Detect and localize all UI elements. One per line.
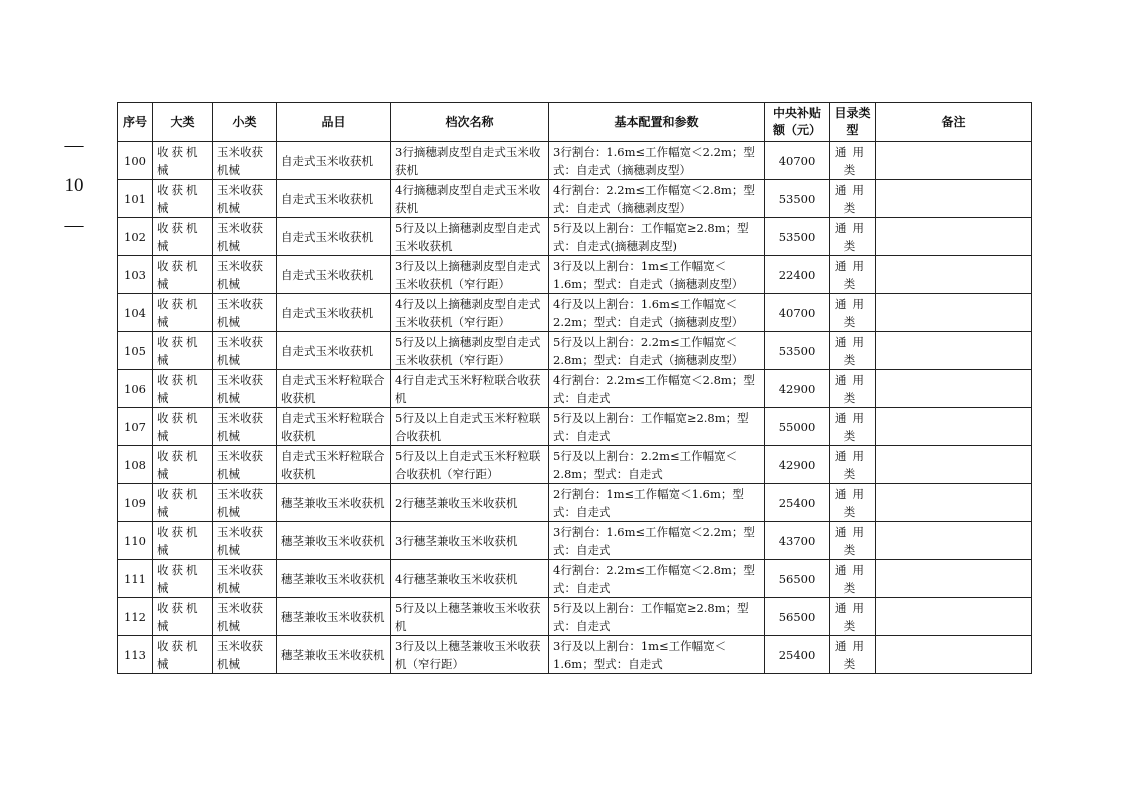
page-number-dash-top: —: [64, 135, 84, 156]
cell-remark: [876, 370, 1032, 408]
cell-item: 自走式玉米收获机: [277, 218, 391, 256]
cell-directory-type: 通用类: [830, 256, 876, 294]
cell-category: 收获机械: [153, 560, 213, 598]
table-row: [118, 408, 1032, 446]
cell-subsidy: 53500: [765, 218, 830, 256]
page-number-value: 10: [64, 175, 84, 196]
cell-config-params: 2行割台：1m≤工作幅宽＜1.6m；型式：自走式: [549, 484, 765, 522]
cell-serial-no: 109: [118, 484, 153, 522]
table-row: [118, 484, 1032, 522]
cell-directory-type: 通用类: [830, 446, 876, 484]
table-row: [118, 446, 1032, 484]
cell-subsidy: 42900: [765, 446, 830, 484]
cell-item: 穗茎兼收玉米收获机: [277, 484, 391, 522]
cell-subsidy: 40700: [765, 142, 830, 180]
cell-grade-name: 3行及以上穗茎兼收玉米收获机（窄行距）: [391, 636, 549, 674]
cell-config-params: 3行割台：1.6m≤工作幅宽＜2.2m；型式：自走式: [549, 522, 765, 560]
table-row: [118, 294, 1032, 332]
cell-config-params: 5行及以上割台：2.2m≤工作幅宽＜2.8m；型式：自走式: [549, 446, 765, 484]
cell-category: 收获机械: [153, 636, 213, 674]
cell-subsidy: 40700: [765, 294, 830, 332]
cell-subsidy: 25400: [765, 484, 830, 522]
cell-category: 收获机械: [153, 142, 213, 180]
header-remark: 备注: [876, 103, 1032, 142]
cell-grade-name: 3行穗茎兼收玉米收获机: [391, 522, 549, 560]
cell-serial-no: 112: [118, 598, 153, 636]
table-row: [118, 256, 1032, 294]
cell-config-params: 4行及以上割台：1.6m≤工作幅宽＜2.2m；型式：自走式（摘穗剥皮型）: [549, 294, 765, 332]
cell-subsidy: 43700: [765, 522, 830, 560]
subsidy-catalog-table: [117, 102, 1032, 674]
cell-subsidy: 53500: [765, 180, 830, 218]
cell-grade-name: 4行自走式玉米籽粒联合收获机: [391, 370, 549, 408]
table-row: [118, 560, 1032, 598]
cell-item: 穗茎兼收玉米收获机: [277, 598, 391, 636]
cell-remark: [876, 218, 1032, 256]
cell-directory-type: 通用类: [830, 522, 876, 560]
cell-subsidy: 56500: [765, 560, 830, 598]
cell-subcategory: 玉米收获机械: [213, 636, 277, 674]
cell-remark: [876, 522, 1032, 560]
cell-grade-name: 3行及以上摘穗剥皮型自走式玉米收获机（窄行距）: [391, 256, 549, 294]
cell-remark: [876, 484, 1032, 522]
cell-serial-no: 108: [118, 446, 153, 484]
cell-subcategory: 玉米收获机械: [213, 522, 277, 560]
cell-remark: [876, 180, 1032, 218]
cell-directory-type: 通用类: [830, 332, 876, 370]
cell-grade-name: 4行摘穗剥皮型自走式玉米收获机: [391, 180, 549, 218]
cell-subcategory: 玉米收获机械: [213, 408, 277, 446]
cell-subsidy: 42900: [765, 370, 830, 408]
table-row: [118, 180, 1032, 218]
cell-remark: [876, 294, 1032, 332]
cell-directory-type: 通用类: [830, 142, 876, 180]
cell-item: 自走式玉米收获机: [277, 180, 391, 218]
cell-category: 收获机械: [153, 408, 213, 446]
header-row: [118, 103, 1032, 142]
cell-grade-name: 4行及以上摘穗剥皮型自走式玉米收获机（窄行距）: [391, 294, 549, 332]
table-body: [118, 142, 1032, 674]
cell-subcategory: 玉米收获机械: [213, 294, 277, 332]
cell-directory-type: 通用类: [830, 370, 876, 408]
cell-item: 自走式玉米收获机: [277, 256, 391, 294]
cell-directory-type: 通用类: [830, 598, 876, 636]
cell-subcategory: 玉米收获机械: [213, 218, 277, 256]
cell-grade-name: 3行摘穗剥皮型自走式玉米收获机: [391, 142, 549, 180]
cell-category: 收获机械: [153, 522, 213, 560]
cell-subsidy: 22400: [765, 256, 830, 294]
page-number: [52, 126, 96, 246]
table-row: [118, 598, 1032, 636]
cell-subcategory: 玉米收获机械: [213, 370, 277, 408]
cell-category: 收获机械: [153, 446, 213, 484]
cell-directory-type: 通用类: [830, 294, 876, 332]
cell-item: 自走式玉米收获机: [277, 142, 391, 180]
cell-config-params: 5行及以上割台：工作幅宽≥2.8m；型式：自走式: [549, 408, 765, 446]
cell-grade-name: 5行及以上摘穗剥皮型自走式玉米收获机（窄行距）: [391, 332, 549, 370]
cell-config-params: 3行割台：1.6m≤工作幅宽＜2.2m；型式：自走式（摘穗剥皮型）: [549, 142, 765, 180]
cell-item: 穗茎兼收玉米收获机: [277, 560, 391, 598]
cell-category: 收获机械: [153, 218, 213, 256]
cell-serial-no: 106: [118, 370, 153, 408]
cell-remark: [876, 446, 1032, 484]
cell-subcategory: 玉米收获机械: [213, 484, 277, 522]
cell-remark: [876, 332, 1032, 370]
cell-item: 自走式玉米籽粒联合收获机: [277, 408, 391, 446]
cell-serial-no: 104: [118, 294, 153, 332]
table-header: [118, 103, 1032, 142]
cell-remark: [876, 408, 1032, 446]
cell-config-params: 5行及以上割台：2.2m≤工作幅宽＜2.8m；型式：自走式（摘穗剥皮型）: [549, 332, 765, 370]
cell-config-params: 5行及以上割台：工作幅宽≥2.8m；型式：自走式: [549, 598, 765, 636]
header-category: 大类: [153, 103, 213, 142]
cell-category: 收获机械: [153, 332, 213, 370]
cell-subcategory: 玉米收获机械: [213, 598, 277, 636]
header-subsidy: 中央补贴额（元）: [765, 103, 830, 142]
cell-remark: [876, 560, 1032, 598]
cell-subsidy: 25400: [765, 636, 830, 674]
cell-subcategory: 玉米收获机械: [213, 256, 277, 294]
table-row: [118, 522, 1032, 560]
cell-grade-name: 5行及以上摘穗剥皮型自走式玉米收获机: [391, 218, 549, 256]
cell-item: 穗茎兼收玉米收获机: [277, 522, 391, 560]
cell-directory-type: 通用类: [830, 636, 876, 674]
cell-directory-type: 通用类: [830, 560, 876, 598]
cell-directory-type: 通用类: [830, 218, 876, 256]
table-row: [118, 370, 1032, 408]
cell-remark: [876, 256, 1032, 294]
cell-directory-type: 通用类: [830, 484, 876, 522]
cell-remark: [876, 142, 1032, 180]
cell-directory-type: 通用类: [830, 408, 876, 446]
cell-grade-name: 5行及以上自走式玉米籽粒联合收获机: [391, 408, 549, 446]
cell-subcategory: 玉米收获机械: [213, 332, 277, 370]
cell-grade-name: 2行穗茎兼收玉米收获机: [391, 484, 549, 522]
cell-remark: [876, 598, 1032, 636]
cell-serial-no: 102: [118, 218, 153, 256]
header-grade-name: 档次名称: [391, 103, 549, 142]
cell-subcategory: 玉米收获机械: [213, 142, 277, 180]
cell-config-params: 4行割台：2.2m≤工作幅宽＜2.8m；型式：自走式: [549, 560, 765, 598]
cell-serial-no: 113: [118, 636, 153, 674]
header-config-params: 基本配置和参数: [549, 103, 765, 142]
table-row: [118, 218, 1032, 256]
header-serial-no: 序号: [118, 103, 153, 142]
cell-serial-no: 101: [118, 180, 153, 218]
cell-config-params: 3行及以上割台：1m≤工作幅宽＜1.6m；型式：自走式（摘穗剥皮型）: [549, 256, 765, 294]
cell-category: 收获机械: [153, 256, 213, 294]
cell-subsidy: 53500: [765, 332, 830, 370]
cell-subcategory: 玉米收获机械: [213, 446, 277, 484]
cell-category: 收获机械: [153, 370, 213, 408]
cell-item: 穗茎兼收玉米收获机: [277, 636, 391, 674]
cell-category: 收获机械: [153, 598, 213, 636]
cell-config-params: 5行及以上割台：工作幅宽≥2.8m；型式：自走式(摘穗剥皮型): [549, 218, 765, 256]
table-row: [118, 142, 1032, 180]
header-subcategory: 小类: [213, 103, 277, 142]
cell-subcategory: 玉米收获机械: [213, 560, 277, 598]
cell-item: 自走式玉米收获机: [277, 332, 391, 370]
cell-remark: [876, 636, 1032, 674]
cell-subsidy: 56500: [765, 598, 830, 636]
cell-subcategory: 玉米收获机械: [213, 180, 277, 218]
cell-item: 自走式玉米收获机: [277, 294, 391, 332]
header-directory-type: 目录类型: [830, 103, 876, 142]
cell-category: 收获机械: [153, 484, 213, 522]
cell-config-params: 4行割台：2.2m≤工作幅宽＜2.8m；型式：自走式（摘穗剥皮型）: [549, 180, 765, 218]
cell-item: 自走式玉米籽粒联合收获机: [277, 446, 391, 484]
cell-serial-no: 105: [118, 332, 153, 370]
cell-serial-no: 103: [118, 256, 153, 294]
cell-grade-name: 5行及以上穗茎兼收玉米收获机: [391, 598, 549, 636]
cell-directory-type: 通用类: [830, 180, 876, 218]
cell-grade-name: 5行及以上自走式玉米籽粒联合收获机（窄行距）: [391, 446, 549, 484]
cell-category: 收获机械: [153, 180, 213, 218]
cell-config-params: 4行割台：2.2m≤工作幅宽＜2.8m；型式：自走式: [549, 370, 765, 408]
cell-config-params: 3行及以上割台：1m≤工作幅宽＜1.6m；型式：自走式: [549, 636, 765, 674]
cell-serial-no: 100: [118, 142, 153, 180]
table-row: [118, 636, 1032, 674]
page-number-dash-bottom: —: [64, 215, 84, 236]
cell-serial-no: 110: [118, 522, 153, 560]
cell-item: 自走式玉米籽粒联合收获机: [277, 370, 391, 408]
cell-category: 收获机械: [153, 294, 213, 332]
cell-serial-no: 107: [118, 408, 153, 446]
cell-grade-name: 4行穗茎兼收玉米收获机: [391, 560, 549, 598]
cell-subsidy: 55000: [765, 408, 830, 446]
table-row: [118, 332, 1032, 370]
header-item: 品目: [277, 103, 391, 142]
cell-serial-no: 111: [118, 560, 153, 598]
